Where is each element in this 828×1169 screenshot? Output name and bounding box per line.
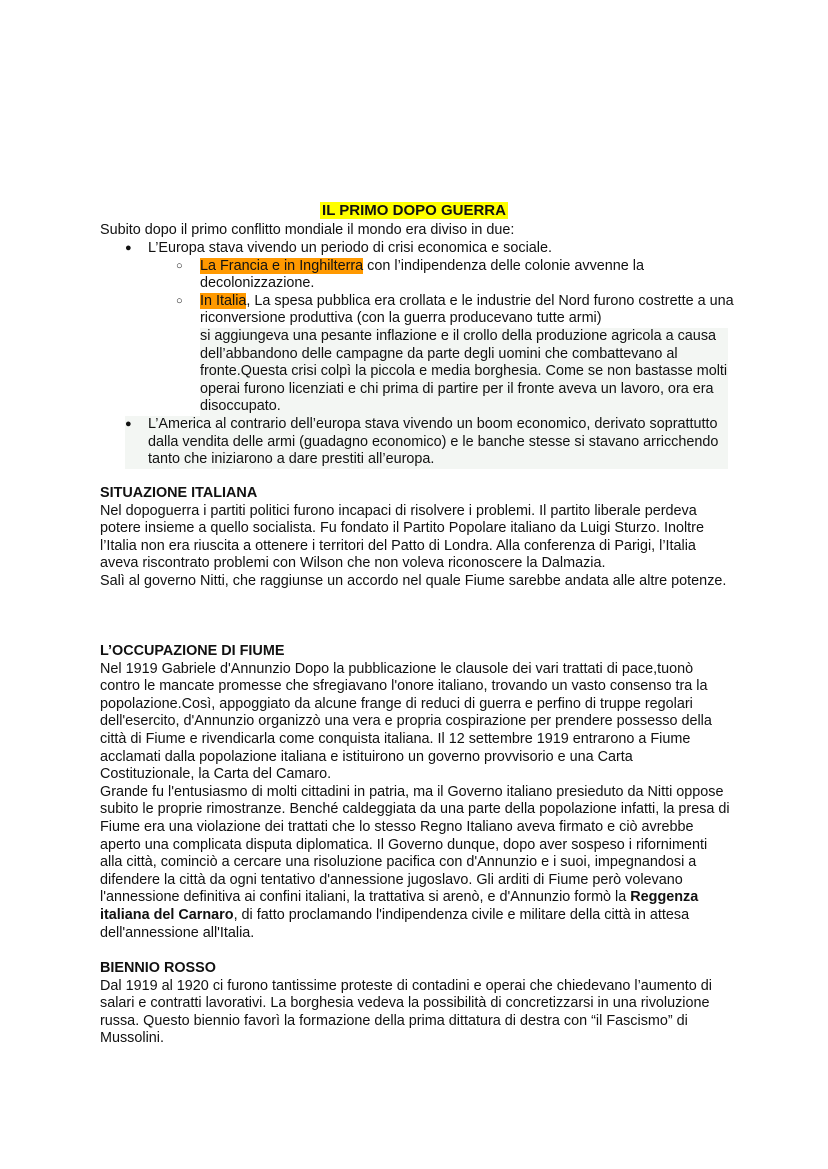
sub-bullet-italia xyxy=(100,293,740,328)
bullet-america-text: L’America al contrario dell’europa stava vivendo un boom economico, derivato soprattutto dalla vendita delle armi (guadagno economico) e le banche stesse si stavano arricchendo tanto che iniziarono a dare prestiti all’europa. xyxy=(148,415,719,468)
bold-term-reggenza: Reggenza italiana del Carnaro xyxy=(100,889,699,923)
section-paragraph: Nel 1919 Gabriele d'Annunzio Dopo la pubblicazione le clausole dei vari trattati di pace,tuonò contro le mancate promesse che sfregiavano l'onore italiano, trovando un vasto consenso tra la popolazione.Così, appoggiato da alcune frange di reduci di guerra e perfino di truppe regolari dell'esercito, d'Annunzio organizzò una vera e propria cospirazione per prendere possesso della città di Fiume e rivendicarla come conquista italiana. Il 12 settembre 1919 entrarono a Fiume acclamati dalla popolazione italiana e istituirono un governo provvisorio e una Carta Costituzionale, la Carta del Camaro. xyxy=(100,660,712,783)
section-occupazione-fiume xyxy=(100,643,730,942)
bullet-dot-icon: ● xyxy=(125,242,132,254)
section-paragraph xyxy=(100,784,730,942)
sub-bullet-francia-text: con l’indipendenza delle colonie avvenne la decolonizzazione. xyxy=(200,257,645,292)
paragraph-text: Grande fu l'entusiasmo di molti cittadini in patria, ma il Governo italiano presieduto da Nitti oppose subito le proprie rimostranze. Benché caldeggiata da una parte della popolazione infatti, la presa di Fiume era una violazione dei trattati che lo stesso Regno Italiano aveva firmato e ciò avrebbe aperto una complicata disputa diplomatica. Il Governo dunque, dopo aver sospeso i rifornimenti alla città, cominciò a cercare una risoluzione pacifica con d'Annunzio e i suoi, impegnandosi a difendere la città da ogni tentativo d'annessione jugoslavo. Gli arditi di Fiume però volevano l'annessione definitiva ai confini italiani, la trattativa si arenò, e d'Annunzio formò la xyxy=(100,783,730,906)
sub-bullet-francia xyxy=(100,258,740,293)
section-paragraph: Salì al governo Nitti, che raggiunse un accordo nel quale Fiume sarebbe andata alle altre potenze. xyxy=(100,572,727,589)
highlight-francia: La Francia e in Inghilterra xyxy=(200,257,364,274)
section-situazione-italiana xyxy=(100,485,730,591)
bullet-europe xyxy=(100,240,740,258)
bullet-europe-text: L’Europa stava vivendo un periodo di crisi economica e sociale. xyxy=(148,240,552,256)
bullet-list xyxy=(100,240,740,469)
document-title xyxy=(0,202,828,220)
paragraph-text: , di fatto proclamando l'indipendenza civile e militare della città in attesa dell'annessione all'Italia. xyxy=(100,906,690,941)
highlight-italia: In Italia xyxy=(200,292,247,309)
section-heading: SITUAZIONE ITALIANA xyxy=(100,485,258,501)
bullet-dot-icon: ● xyxy=(125,417,132,430)
bullet-america xyxy=(125,416,728,469)
sub-bullet-italia-text: , La spesa pubblica era crollata e le industrie del Nord furono costrette a una riconversione produttiva (con la guerra producevano tutte armi) xyxy=(200,292,734,327)
circle-bullet-icon: ○ xyxy=(176,294,183,307)
section-paragraph: Dal 1919 al 1920 ci furono tantissime proteste di contadini e operai che chiedevano l’aumento di salari e contratti lavorativi. La borghesia vedeva la possibilità di concretizzarsi in una rivoluzione russa. Questo biennio favorì la formazione della prima dittatura di destra con “il Fascismo” di Mussolini. xyxy=(100,977,712,1047)
intro-paragraph: Subito dopo il primo conflitto mondiale il mondo era diviso in due: xyxy=(100,222,515,238)
section-heading: L’OCCUPAZIONE DI FIUME xyxy=(100,643,285,659)
title-text: IL PRIMO DOPO GUERRA xyxy=(322,202,506,219)
sub-bullet-italia-continued: si aggiungeva una pesante inflazione e il crollo della produzione agricola a causa dell’abbandono delle campagne da parte degli uomini che combattevano al fronte.Questa crisi colpì la piccola e media borghesia. Come se non bastasse molti operai furono licenziati e chi prima di partire per il fronte aveva un lavoro, ora era disoccupato. xyxy=(200,327,728,415)
section-paragraph: Nel dopoguerra i partiti politici furono incapaci di risolvere i problemi. Il partito liberale perdeva potere insieme a quello socialista. Fu fondato il Partito Popolare italiano da Luigi Sturzo. Inoltre l’Italia non era riuscita a ottenere i territori del Patto di Londra. Alla conferenza di Parigi, l’Italia aveva riscontrato problemi con Wilson che non voleva riconoscere la Dalmazia. xyxy=(100,502,704,572)
section-heading: BIENNIO ROSSO xyxy=(100,960,216,976)
section-biennio-rosso xyxy=(100,960,730,1048)
circle-bullet-icon: ○ xyxy=(176,259,183,272)
